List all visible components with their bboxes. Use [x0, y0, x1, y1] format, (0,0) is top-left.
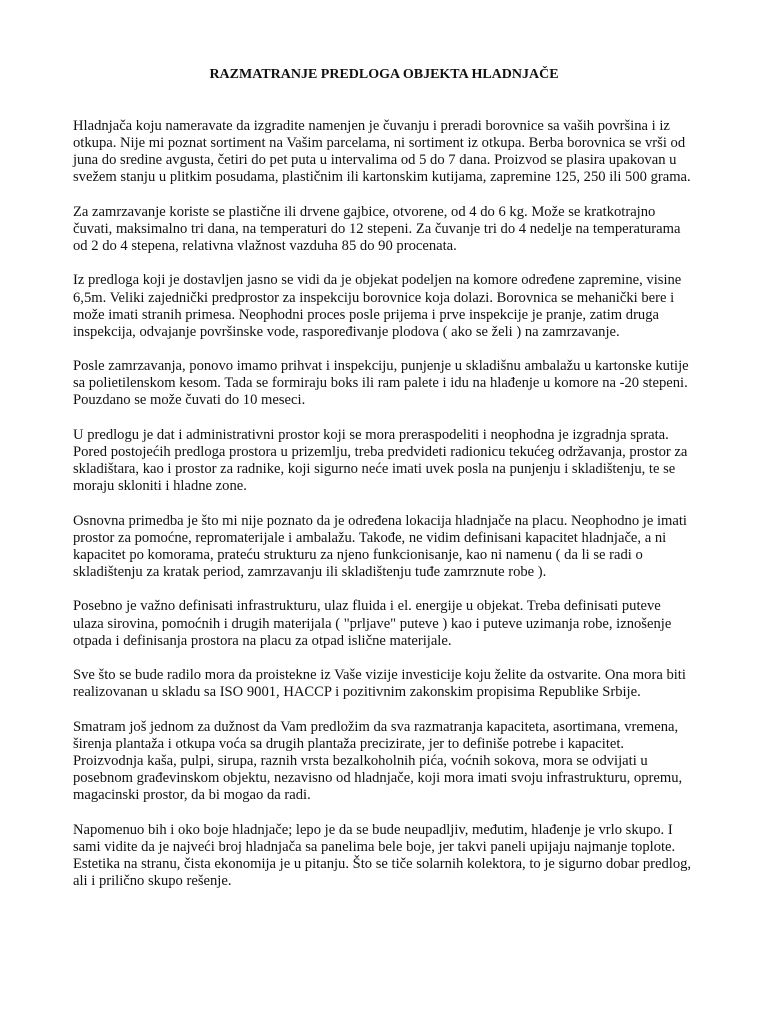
document-page	[73, 66, 695, 907]
paragraph-10: Napomenuo bih i oko boje hladnjače; lepo je da se bude neupadljiv, međutim, hlađenje je vrlo skupo. I sami vidite da je najveći broj hladnjača sa panelima bele boje, jer takvi paneli upijaju najmanje toplote. Estetika na stranu, čista ekonomija je u pitanju. Što se tiče solarnih kolektora, to je sigurno dobar predlog, ali i prilično skupo rešenje.	[73, 821, 692, 889]
paragraph-9: Smatram još jednom za dužnost da Vam predložim da sva razmatranja kapaciteta, asortimana, vremena, širenja plantaža i otkupa voća sa drugih plantaža precizirate, jer to definiše potrebe i kapacitet. Proizvodnja kaša, pulpi, sirupa, raznih vrsta bezalkoholnih pića, voćnih sokova, mora se odvijati u posebnom građevinskom objektu, nezavisno od hladnjače, koji mora imati svoju infrastrukturu, opremu, magacinski prostor, da bi mogao da radi.	[73, 718, 683, 804]
paragraph-6: Osnovna primedba je što mi nije poznato da je određena lokacija hladnjače na placu. Neophodno je imati prostor za pomoćne, repromaterijale i ambalažu. Takođe, ne vidim definisani kapacitet hladnjače, a ni kapacitet po komorama, prateću strukturu za njeno funkcionisanje, kao ni namenu ( da li se radi o skladištenju za kratak period, zamrzavanju ili skladištenju tuđe zamrznute robe ).	[73, 512, 687, 580]
paragraph-1: Hladnjača koju nameravate da izgradite namenjen je čuvanju i preradi borovnice sa vaših površina i iz otkupa. Nije mi poznat sortiment na Vašim parcelama, ni sortiment iz otkupa. Berba borovnica se vrši od juna do sredine avgusta, četiri do pet puta u intervalima od 5 do 7 dana. Proizvod se plasira upakovan u svežem stanju u plitkim posudama, plastičnim ili kartonskim kutijama, zapremine 125, 250 ili 500 grama.	[73, 118, 691, 186]
paragraph-5: U predlogu je dat i administrativni prostor koji se mora preraspodeliti i neophodna je izgradnja sprata. Pored postojećih predloga prostora u prizemlju, treba predvideti radionicu tekućeg održavanja, prostor za skladištara, kao i prostor za radnike, koji sigurno neće imati uvek posla na punjenju i skladištenju, te se moraju skloniti i hladne zone.	[73, 426, 688, 495]
paragraph-8: Sve što se bude radilo mora da proistekne iz Vaše vizije investicije koju želite da ostvarite. Ona mora biti realizovanan u skladu sa ISO 9001, HACCP i pozitivnim zakonskim propisima Republike Srbije.	[73, 667, 686, 701]
paragraph-4: Posle zamrzavanja, ponovo imamo prihvat i inspekciju, punjenje u skladišnu ambalažu u kartonske kutije sa polietilenskom kesom. Tada se formiraju boks ili ram palete i idu na hlađenje u komore na -20 stepeni. Pouzdano se može čuvati do 10 meseci.	[73, 358, 689, 409]
paragraph-2: Za zamrzavanje koriste se plastične ili drvene gajbice, otvorene, od 4 do 6 kg. Može se kratkotrajno čuvati, maksimalno tri dana, na temperaturi do 12 stepeni. Za čuvanje tri do 4 nedelje na temperaturama od 2 do 4 stepena, relativna vlažnost vazduha 85 do 90 procenata.	[73, 203, 681, 254]
document-title: RAZMATRANJE PREDLOGA OBJEKTA HLADNJAČE	[209, 67, 559, 82]
paragraph-3: Iz predloga koji je dostavljen jasno se vidi da je objekat podeljen na komore određene zapremine, visine 6,5m. Veliki zajednički predprostor za inspekciju borovnice koja dolazi. Borovnica se mehanički bere i može imati stranih primesa. Neophodni proces posle prijema i prve inspekcije je pranje, zatim druga inspekcija, odvajanje površinske vode, raspoređivanje plodova ( ako se želi ) na zamrzavanje.	[73, 272, 682, 340]
paragraph-7: Posebno je važno definisati infrastrukturu, ulaz fluida i el. energije u objekat. Treba definisati puteve ulaza sirovina, pomoćnih i drugih materijala ( "prljave" puteve ) kao i puteve uzimanja robe, iznošenje otpada i definisanja prostora na placu za otpad islične materijale.	[73, 598, 672, 649]
